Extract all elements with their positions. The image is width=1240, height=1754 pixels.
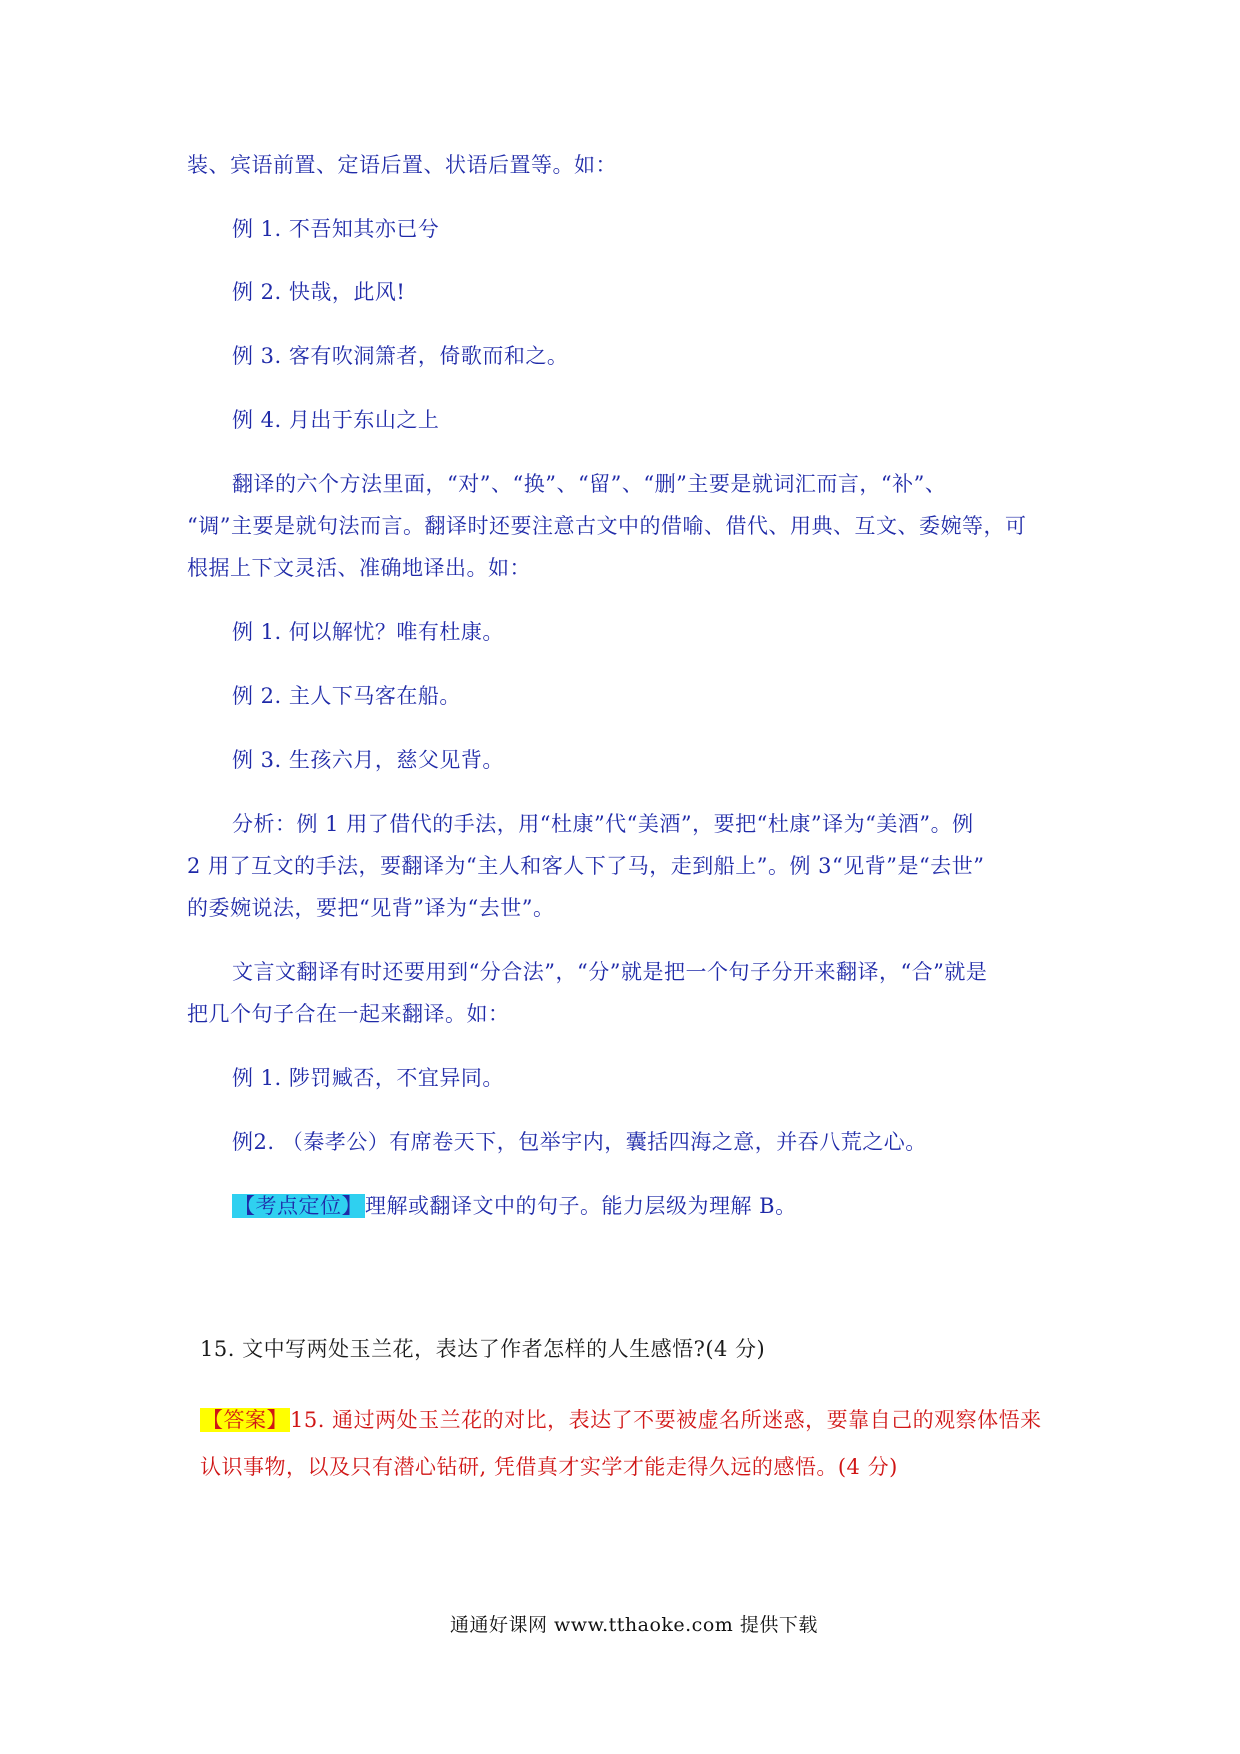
analysis-line: 的委婉说法，要把“见背”译为“去世”。 [187, 896, 555, 920]
example-line: 例 3. 客有吹洞箫者，倚歌而和之。 [232, 344, 569, 368]
answer-label: 【答案】 [202, 1408, 288, 1432]
analysis-line: 分析：例 1 用了借代的手法，用“杜康”代“美酒”，要把“杜康”译为“美酒”。例 [232, 812, 974, 836]
paragraph-line: 文言文翻译有时还要用到“分合法”，“分”就是把一个句子分开来翻译，“合”就是 [232, 960, 988, 984]
example-line: 例 2. 快哉，此风! [232, 280, 406, 304]
example-line: 例 4. 月出于东山之上 [232, 408, 440, 432]
answer-line: 认识事物，以及只有潜心钻研, 凭借真才实学才能走得久远的感悟。(4 分) [200, 1455, 898, 1479]
kaodian-text: 理解或翻译文中的句子。能力层级为理解 B。 [365, 1194, 797, 1218]
example-line: 例 1. 陟罚臧否，不宜异同。 [232, 1066, 504, 1090]
example-line: 例 3. 生孩六月，慈父见背。 [232, 748, 504, 772]
example-line: 例 1. 不吾知其亦已兮 [232, 217, 440, 241]
question-text: 15. 文中写两处玉兰花，表达了作者怎样的人生感悟?(4 分) [200, 1337, 766, 1361]
example-line: 例2. （秦孝公）有席卷天下，包举宇内，囊括四海之意，并吞八荒之心。 [232, 1130, 927, 1154]
paragraph-line: 翻译的六个方法里面，“对”、“换”、“留”、“删”主要是就词汇而言，“补”、 [232, 472, 947, 496]
footer-text: 通通好课网 www.tthaoke.com 提供下载 [450, 1614, 818, 1636]
paragraph-line: 把几个句子合在一起来翻译。如： [187, 1002, 510, 1026]
answer-line: 15. 通过两处玉兰花的对比，表达了不要被虚名所迷惑，要靠自己的观察体悟来 [290, 1408, 1042, 1432]
example-line: 例 2. 主人下马客在船。 [232, 684, 461, 708]
answer-section [200, 1405, 1042, 1435]
example-line: 例 1. 何以解忧？唯有杜康。 [232, 620, 504, 644]
paragraph-line: 装、宾语前置、定语后置、状语后置等。如： [187, 153, 617, 177]
kaodian-label: 【考点定位】 [234, 1194, 363, 1218]
kaodian-section [232, 1191, 797, 1221]
analysis-line: 2 用了互文的手法，要翻译为“主人和客人下了马，走到船上”。例 3“见背”是“去世” [187, 854, 985, 878]
paragraph-line: 根据上下文灵活、准确地译出。如： [187, 556, 531, 580]
paragraph-line: “调”主要是就句法而言。翻译时还要注意古文中的借喻、借代、用典、互文、委婉等，可 [187, 514, 1027, 538]
